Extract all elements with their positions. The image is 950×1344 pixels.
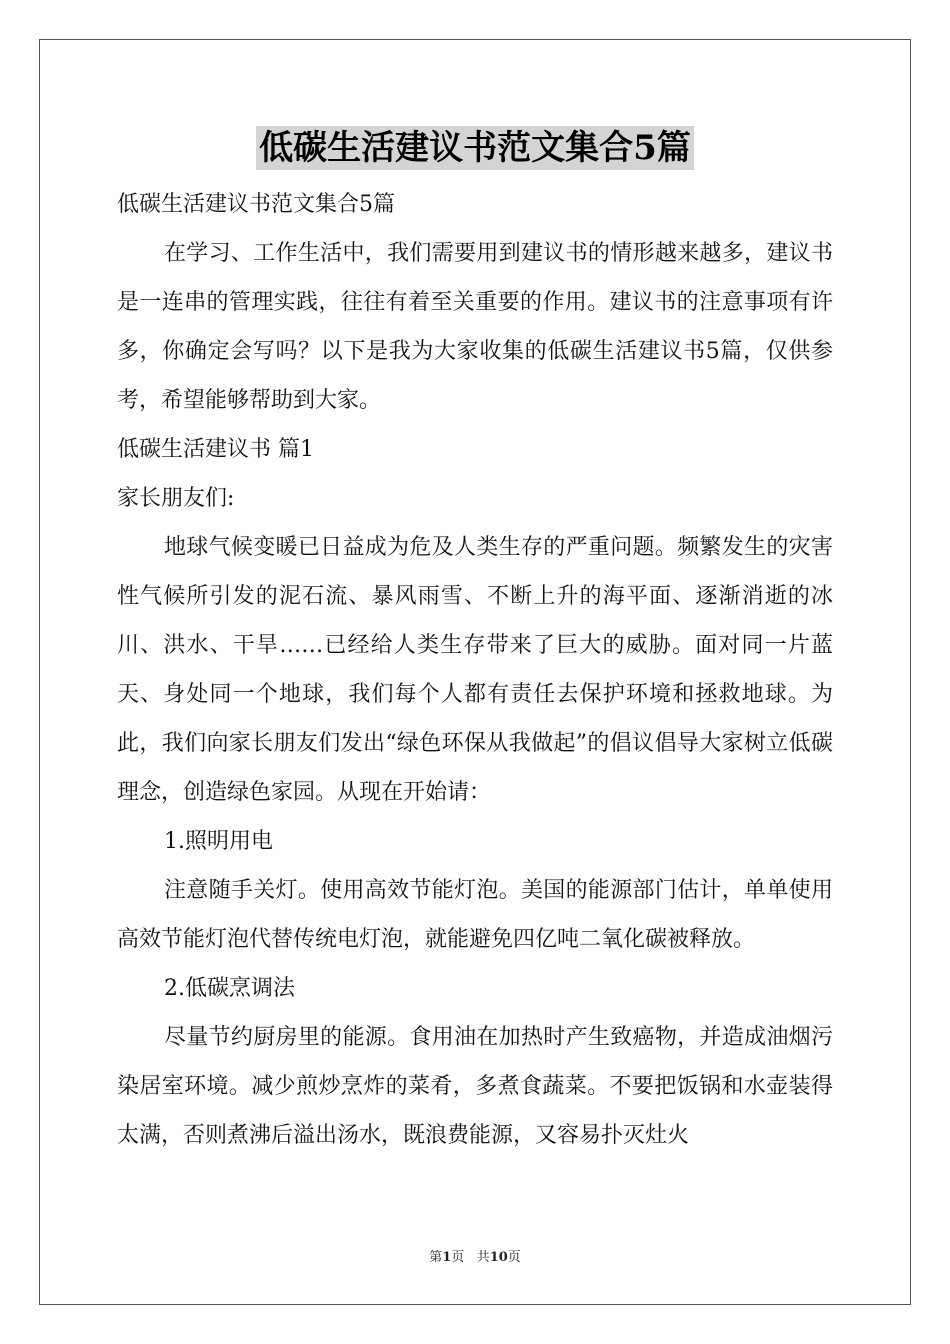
footer-page-suffix: 页 <box>451 1250 465 1265</box>
paragraph: 地球气候变暖已日益成为危及人类生存的严重问题。频繁发生的灾害性气候所引发的泥石流、暴风雨雪、不断上升的海平面、逐渐消逝的冰川、洪水、干旱……已经给人类生存带来了巨大的威胁。面对同一片蓝天、身处同一个地球，我们每个人都有责任去保护环境和拯救地球。为此，我们向家长朋友们发出“绿色环保从我做起”的倡议倡导大家树立低碳理念，创造绿色家园。从现在开始请： <box>117 535 833 805</box>
document-title: 低碳生活建议书范文集合5篇 <box>256 126 694 170</box>
title-container <box>0 126 950 170</box>
subheading: 2.低碳烹调法 <box>164 976 295 1001</box>
document-body <box>117 180 833 1160</box>
subheading: 1.照明用电 <box>164 829 273 854</box>
paragraph: 低碳生活建议书范文集合5篇 <box>117 192 395 217</box>
paragraph: 注意随手关灯。使用高效节能灯泡。美国的能源部门估计，单单使用高效节能灯泡代替传统电灯泡，就能避免四亿吨二氧化碳被释放。 <box>117 878 833 952</box>
footer-total-suffix: 页 <box>507 1250 521 1265</box>
footer-total-prefix: 共 <box>476 1250 490 1265</box>
page-footer <box>0 1246 950 1265</box>
footer-page-number: 1 <box>442 1250 452 1265</box>
salutation: 家长朋友们: <box>117 486 235 511</box>
footer-total-number: 10 <box>489 1250 508 1265</box>
section-heading: 低碳生活建议书 篇1 <box>117 437 314 462</box>
footer-page-prefix: 第 <box>429 1250 443 1265</box>
paragraph: 在学习、工作生活中，我们需要用到建议书的情形越来越多，建议书是一连串的管理实践，往往有着至关重要的作用。建议书的注意事项有许多，你确定会写吗？以下是我为大家收集的低碳生活建议书5篇，仅供参考，希望能够帮助到大家。 <box>117 241 833 413</box>
paragraph: 尽量节约厨房里的能源。食用油在加热时产生致癌物，并造成油烟污染居室环境。减少煎炒烹炸的菜肴，多煮食蔬菜。不要把饭锅和水壶装得太满，否则煮沸后溢出汤水，既浪费能源，又容易扑灭灶火 <box>117 1025 833 1148</box>
